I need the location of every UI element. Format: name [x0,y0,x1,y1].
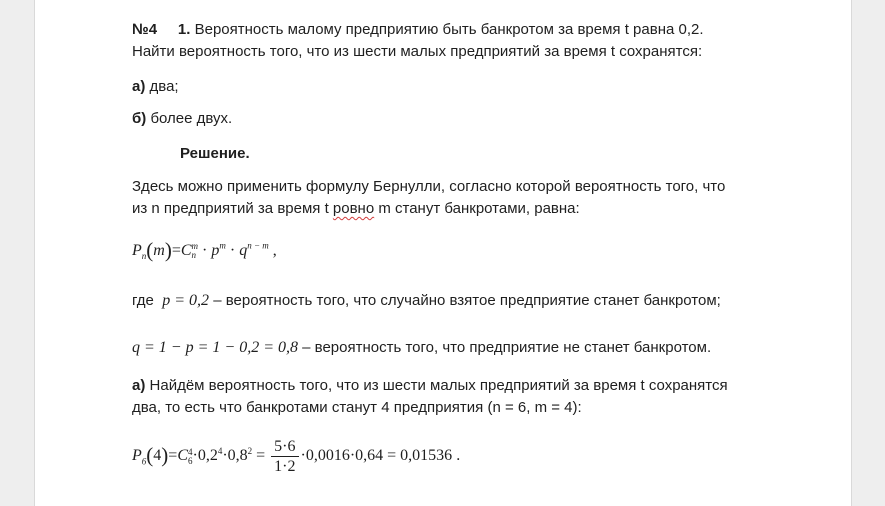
bernoulli-formula: $P_n(m)=C$ m n · $p^m \cdot q^{n - m}$ , [132,238,277,262]
q-definition-formula: q = 1 − p = 1 − 0,2 = 0,8 [132,339,298,356]
formula-a-c-subscript: 6 [187,455,193,466]
formula-p-symbol: P [132,242,142,259]
part-a-text: два; [149,78,179,95]
p-definition-prefix: где [132,292,154,309]
document-page [34,0,852,506]
formula-a-result: ·0,0016·0,64 = 0,01536 [300,447,453,465]
formula-equals: = [171,242,181,259]
intro-line-2-before: из n предприятий за время t [132,200,333,217]
intro-line-2 [132,199,580,219]
formula-p-term: p [211,242,220,259]
problem-text-line-1: Вероятность малому предприятию быть банкротом за время t равна 0,2. [194,21,704,38]
formula-a-period: . [456,447,461,465]
part-a-label: а) [132,78,146,95]
intro-line-2-after: m станут банкротами, равна: [374,200,580,217]
q-definition-text: – вероятность того, что предприятие не станет банкротом. [302,339,712,356]
formula-a-p-subscript: 6 [141,456,147,467]
part-b-text: более двух. [150,110,233,127]
formula-a-term-0-8: ·0,8 [222,447,248,465]
problem-number: №4 [132,21,158,38]
formula-dot-1: · [202,242,208,259]
formula-a-equals-2: = [256,447,266,465]
part-b-label: б) [132,110,147,127]
formula-a: $P_6(4)=C$ 4 6 $\cdot 0,2^4\cdot 0,8^2$ = $\frac{5\cdot 6}{1\cdot 2}$ ·0,0016·0,64 = 0,01536 . [132,438,461,475]
p-definition-text: – вероятность того, что случайно взятое предприятие станет банкротом; [213,292,721,309]
solution-a-label: а) [132,377,146,394]
solution-a-text-line-1: Найдём вероятность того, что из шести малых предприятий за время t сохранятся [149,377,728,394]
part-a [132,77,179,97]
problem-text-line-2: Найти вероятность того, что из шести малых предприятий за время t сохранятся: [132,43,703,60]
problem-line-1 [132,20,704,40]
problem-item-number: 1. [177,21,191,38]
formula-a-fraction-numerator: 5·6 [271,437,298,457]
formula-p-exponent: m [219,240,226,251]
formula-a-p-symbol: P [132,447,142,465]
formula-dot-2: · [229,242,236,259]
formula-c-subscript: n [191,250,197,261]
formula-a-fraction-denominator: 1·2 [274,458,296,475]
formula-a-c-superscript: 4 [187,446,193,457]
intro-line-1: Здесь можно применить формулу Бернулли, согласно которой вероятность того, что [132,178,726,195]
part-b [132,109,232,129]
formula-q-term: q [239,242,248,259]
q-definition [132,338,711,358]
formula-a-term-0-2: ·0,2 [192,447,218,465]
intro-line-2-underlined: ровно [332,200,375,217]
formula-a-fraction [271,437,298,476]
p-definition-formula: p = 0,2 [162,292,210,309]
solution-a-text-line-2: два, то есть что банкротами станут 4 предприятия (n = 6, m = 4): [132,399,582,416]
formula-c-superscript: m [191,241,199,252]
formula-a-argument: 4 [153,447,162,465]
formula-a-term-0-2-exponent: 4 [217,445,223,456]
formula-argument: m [153,242,165,259]
formula-a-term-0-8-exponent: 2 [247,445,253,456]
formula-a-equals-1: = [168,447,178,465]
formula-a-c-symbol: C [177,447,188,465]
formula-q-exponent: n − m [247,240,269,251]
p-definition [132,291,721,311]
formula-comma: , [272,242,277,259]
solution-heading: Решение. [180,145,250,162]
formula-c-symbol: C [180,242,192,259]
solution-a-line-1 [132,376,728,396]
formula-p-subscript: n [141,251,147,262]
